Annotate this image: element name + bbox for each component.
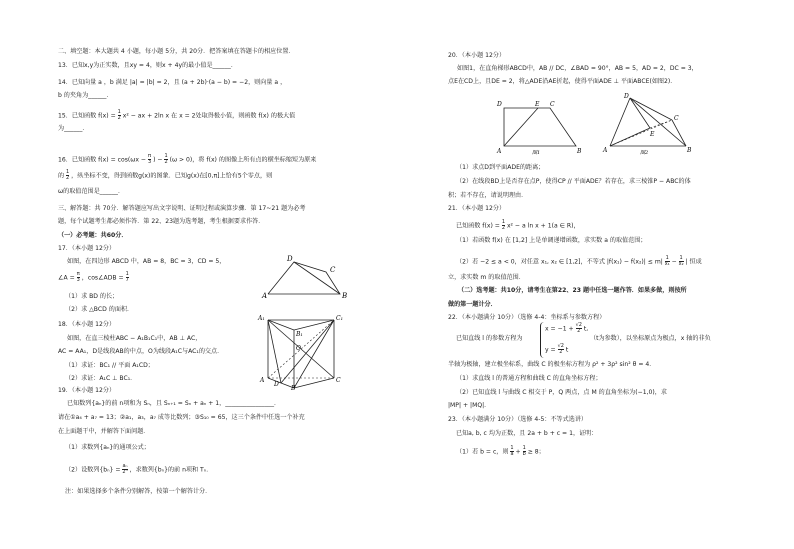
question-19-title: 19．（本小题 12分）: [58, 387, 116, 394]
question-18-title: 18．（本小题 12分）: [58, 321, 116, 328]
question-20-line-1: 如图1，在直角梯形ABCD中，AB // DC，∠BAD = 90°，AB = 5，AD = 2，DC = 3，: [457, 65, 698, 72]
param-eq-x: [545, 323, 588, 334]
numerator: 1: [125, 271, 129, 277]
numerator: 1: [510, 445, 514, 451]
numerator: 1: [66, 169, 70, 175]
question-22-part-2-cont: |MP| + |MQ|．: [448, 402, 491, 409]
q19-bn-prefix: （2）设数列{bₙ} =: [65, 466, 121, 474]
label-c: C: [336, 377, 341, 384]
label-d: D: [624, 93, 629, 100]
question-18-line-1: 如图，在直三棱柱ABC − A₁B₁C₁中，AB ⊥ AC，: [67, 335, 202, 342]
question-23-part-1: [456, 446, 545, 457]
question-15-line-1: [58, 110, 295, 121]
denominator: 2: [577, 328, 581, 334]
question-21-part-2: （2）若 −2 ≤ a < 0，对任意 x₁, x₂ ∈ [1,2]，不等式 |f(x₁) − f(x₂)| ≤ m| $\frac{1}{\text{x₁}}$ − $\frac{1}{\text{x₂}}$ | 恒成: [456, 255, 702, 267]
figure-q18-prism: [254, 312, 344, 390]
trapezoid-outline: [504, 108, 576, 146]
q17-angle-a: ∠A =: [58, 274, 75, 282]
question-19-line-3: 在上面题干中，并解答下面问题．: [58, 428, 150, 435]
question-22-line-2: 半轴为极轴，建立极坐标系，曲线 C 的极坐标方程为 ρ² + 3ρ² sin² θ = 4．: [448, 361, 656, 368]
question-17-part-2: （2）求 △BCD 的面积．: [65, 306, 134, 313]
numerator: 1: [665, 255, 669, 261]
numerator: π: [76, 271, 80, 277]
fraction-an-2n: [122, 464, 127, 475]
denominator: 2ⁿ: [122, 469, 128, 475]
numerator: aₙ: [122, 463, 128, 469]
denominator: x₂: [678, 261, 684, 267]
subsection-required: （一）必考题：共60分．: [58, 232, 128, 239]
question-19-line-2: 请在①a₄ + a₇ = 13；②a₁，a₃，a₇ 成等比数列；③S₁₀ = 65，这三个条件中任选一个补充: [58, 414, 305, 421]
label-b: B: [342, 292, 348, 300]
question-15-line-2: 为______．: [58, 125, 89, 132]
question-19-note: 注：如果选择多个条件分别解答，按第一个解答计分．: [65, 488, 212, 495]
hidden-edge-ec: [650, 120, 672, 128]
label-a: A: [262, 292, 268, 300]
label-a: A: [497, 148, 502, 155]
label-c: C: [330, 266, 336, 274]
question-18-line-2: AC = AA₁，D是线段AB的中点，O为线段A₁C与AC₁的交点．: [58, 348, 224, 355]
fraction-one-seventh: [126, 272, 129, 283]
question-23-line-1: 已知a, b, c 均为正数，且 2a + b + c = 1，证明：: [456, 430, 598, 437]
question-17-title: 17．（本小题 12分）: [58, 245, 116, 252]
q16-line2-prefix: 的: [58, 172, 65, 180]
question-22-line-1-prefix: 已知直线 l 的参数方程为: [456, 335, 523, 342]
segment-ae: [504, 108, 538, 146]
label-c: C: [550, 101, 555, 108]
question-20-part-2-cont: 积；若不存在，请说明理由．: [448, 192, 528, 199]
fraction-one-b: [523, 446, 526, 457]
label-c: C: [674, 115, 679, 122]
question-21-line-1: [456, 220, 580, 231]
numerator: 1: [164, 153, 168, 159]
denominator: 7: [125, 277, 129, 283]
numerator: 1: [117, 109, 121, 115]
question-23-title: 23．（本小题满分 10分）（选修 4-5：不等式选讲）: [448, 416, 588, 423]
question-16-line-2: [58, 170, 272, 181]
figure-q20-folded: [600, 90, 696, 156]
question-13: 13．已知x,y为正实数，且xy = 4，则x + 4y的最小值是______．: [58, 62, 237, 69]
question-22-line-1-suffix: （t为参数），以坐标原点为极点，x 轴的非负: [590, 335, 711, 342]
q15-prefix: 15．已知函数 f(x) =: [58, 112, 116, 120]
section-3-header-line-2: 题，每个试题考生都必须作答．第 22、23题为选考题，考生根据要求作答．: [58, 218, 265, 225]
subsection-optional-line-2: 做的第一题计分．: [448, 301, 497, 308]
section-2-header: 二、填空题：本大题共 4 小题，每小题 5分，共 20分．把答案填在答题卡的相应位置．: [58, 48, 295, 55]
section-3-header-line-1: 三、解答题：共 70分．解答题应写出文字说明、证明过程或演算步骤．第 17~21 题为必考: [58, 205, 306, 212]
label-e: E: [650, 131, 655, 138]
numerator: 1: [501, 219, 505, 225]
equation-brace: [540, 322, 544, 358]
question-17-line-2: [58, 272, 129, 283]
question-22-part-1: （1）求直线 l 的普通方程和曲线 C 的直角坐标方程；: [456, 375, 602, 382]
plus-sign: +: [515, 448, 521, 456]
label-c1: C₁: [336, 315, 343, 322]
figure-1-caption: 图1: [532, 150, 541, 156]
question-19-line-1: 已知数列{aₙ}的前 n项和为 Sₙ，且 Sₙ₊₁ = Sₙ + aₙ + 1，________________．: [67, 400, 281, 407]
fraction-one-a: [510, 446, 513, 457]
fraction-one-x1: [665, 256, 670, 267]
question-21-part-1: （1）若函数 f(x) 在 [1,2] 上是单调递增函数，求实数 a 的取值范围；: [456, 237, 647, 244]
label-a: A: [260, 377, 265, 384]
label-a1: A₁: [258, 315, 265, 322]
q21-prefix: 已知函数 f(x) =: [456, 222, 502, 230]
fraction-sqrt2-2: [558, 344, 564, 355]
label-b: B: [577, 148, 582, 155]
fraction-one-half: [66, 170, 69, 181]
denominator: 2: [66, 175, 70, 181]
q21-suffix: x² − a ln x + 1(a ∈ R)，: [506, 222, 580, 230]
numerator: √2: [575, 322, 582, 328]
question-20-part-1: （1）求点D到平面ADE的距离；: [456, 164, 545, 171]
denominator: 3: [76, 277, 80, 283]
denominator: 2: [501, 225, 505, 231]
label-a: A: [603, 147, 608, 154]
q16-mid: ) −: [153, 156, 165, 164]
label-d: D: [274, 381, 279, 388]
question-18-part-2: （2）求证：A₁C ⊥ BC₁．: [65, 375, 137, 382]
question-20-line-2: 点E在CD上，且DE = 2，将△ADE沿AE折起，使得平面ADE ⊥ 平面ABCE(如图2)．: [448, 78, 677, 85]
question-20-title: 20．（本小题 12分）: [448, 52, 506, 59]
numerator: π: [148, 153, 152, 159]
question-17-part-1: （1）求 BD 的长；: [65, 293, 119, 300]
denominator: 2: [559, 349, 563, 355]
fraction-pi-3: [148, 154, 151, 165]
numerator: 1: [679, 255, 683, 261]
subsection-optional-line-1: （二）选考题：共10分，请考生在第22、23 题中任选一题作答．如果多做，则按所: [458, 287, 687, 294]
figure-q20-trapezoid: [492, 96, 584, 156]
q16-line2-suffix: ，纵坐标不变，得到函数g(x)的图象．已知g(x)在[0,π]上恰有5个零点，则: [71, 172, 273, 180]
question-14-line-1: 14．已知向量 a ，b 满足 |a| = |b| = 2，且 (a + 2b)·(a − b) = −2，则向量 a ，: [58, 79, 287, 86]
q16-suffix: (ω > 0)，将 f(x) 的图像上所有点的横坐标缩短为原来: [169, 156, 317, 164]
param-eq-y: [545, 344, 568, 355]
param-x-t: t,: [583, 325, 589, 333]
fraction-one-half: [118, 110, 121, 121]
q16-prefix: 16．已知函数 f(x) = cos(ωx −: [58, 156, 147, 164]
label-e: E: [535, 101, 540, 108]
denominator: 2: [117, 115, 121, 121]
q19-bn-suffix: ，求数列{bₙ}的前 n项和 Tₙ．: [129, 466, 213, 474]
question-16-line-3: ω的取值范围是______．: [58, 188, 125, 195]
question-16-line-1: [58, 154, 316, 165]
q23-part1-suffix: ≥ 8；: [527, 448, 545, 456]
q21-part2-prefix: （2）若 −2 ≤ a < 0，对任意 x₁, x₂ ∈ [1,2]，不等式 |f(x₁) − f(x₂)| ≤ m|: [456, 258, 663, 266]
fraction-sqrt2-2: [576, 323, 582, 334]
q23-part1-prefix: （1）若 b = c，则: [456, 448, 509, 456]
denominator: 3: [147, 159, 152, 165]
param-y-prefix: y =: [545, 346, 556, 354]
q15-suffix: x² − ax + 2ln x 在 x = 2处取得极小值，则函数 f(x) 的极大值: [122, 112, 296, 120]
label-o: O: [296, 345, 301, 352]
param-x-prefix: x = −1 +: [545, 325, 574, 333]
numerator: 1: [522, 445, 526, 451]
figure-q17-quadrilateral: [260, 252, 350, 302]
question-22-title: 22．（本小题满分 10分）（选修 4-4：坐标系与参数方程）: [448, 314, 606, 321]
label-b1: B₁: [296, 331, 303, 338]
denominator: x₁: [664, 261, 670, 267]
q21-part2-suffix: | 恒成: [685, 258, 702, 266]
numerator: √2: [557, 343, 564, 349]
fraction-pi-3: [77, 272, 80, 283]
label-d: D: [497, 101, 502, 108]
fraction-one-half: [164, 154, 167, 165]
denominator: b: [522, 451, 526, 457]
denominator: 2: [164, 159, 168, 165]
question-17-line-1: 如图，在四边形 ABCD 中，AB = 8，BC = 3，CD = 5，: [67, 258, 226, 265]
label-d: D: [287, 255, 293, 263]
question-21-part-2-cont: 立，求实数 m 的取值范围．: [448, 274, 525, 281]
label-b: B: [687, 147, 692, 154]
question-21-title: 21．（本小题 12分）: [448, 205, 506, 212]
question-18-part-1: （1）求证：BC₁ // 平面 A₁CD；: [65, 362, 154, 369]
question-14-line-2: b 的夹角为______．: [58, 92, 113, 99]
fraction-one-x2: [679, 256, 684, 267]
q17-cos: ，cos∠ADB =: [81, 274, 124, 282]
question-20-part-2: （2）在线段BD上是否存在点P，使得CP // 平面ADE？若存在，求三棱锥P − ABC的体: [456, 178, 691, 185]
fraction-one-half: [502, 220, 505, 231]
denominator: a: [510, 451, 514, 457]
figure-2-caption: 图2: [640, 150, 649, 156]
param-y-t: t: [565, 346, 569, 354]
question-19-part-1: （1）求数列{aₙ}的通项公式；: [65, 444, 150, 451]
question-19-part-2: [65, 464, 212, 475]
label-b: B: [291, 385, 296, 390]
question-22-part-2: （2）已知直线 l 与曲线 C 相交于 P，Q 两点，点 M 的直角坐标为(−1,0)，求: [456, 389, 667, 396]
